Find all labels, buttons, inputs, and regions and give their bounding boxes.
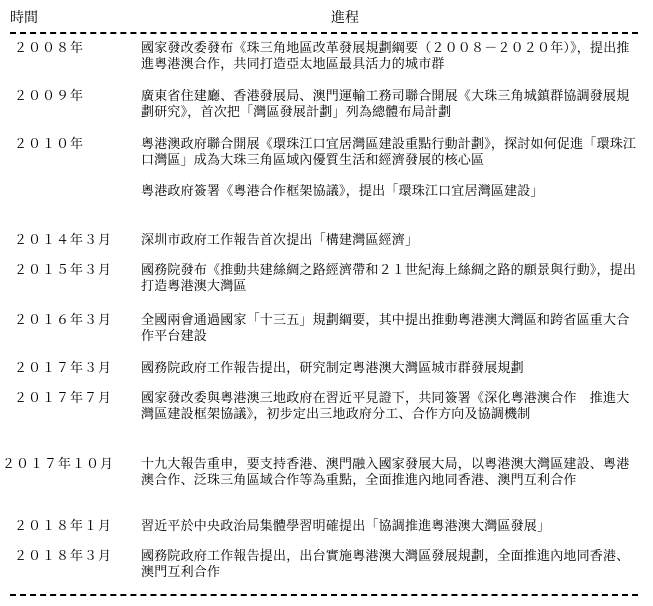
row-description-paragraph: 國家發改委發布《珠三角地區改革發展規劃綱要（２００８－２０２０年）》，提出推進粵港澳合作，共同打造亞太地區最具活力的城市群 xyxy=(141,41,630,72)
row-description xyxy=(141,263,637,295)
row-description-paragraph: 習近平於中央政治局集體學習明確提出「協調推進粵港澳大灣區發展」 xyxy=(141,519,551,534)
row-date: ２００８年 xyxy=(14,41,85,56)
row-description xyxy=(141,549,637,581)
row-description-paragraph: 粵港政府簽署《粵港合作框架協議》，提出「環珠江口宜居灣區建設」 xyxy=(141,184,544,199)
header-time: 時間 xyxy=(10,10,38,26)
header-progress: 進程 xyxy=(331,10,359,26)
top-divider xyxy=(10,32,638,34)
row-description-paragraph: 深圳市政府工作報告首次提出「構建灣區經濟」 xyxy=(141,233,419,248)
row-description-paragraph: 廣東省住建廳、香港發展局、澳門運輸工務司聯合開展《大珠三角城鎮群協調發展規劃研究》，首次把「灣區發展計劃」列為總體布局計劃 xyxy=(141,89,630,120)
row-description xyxy=(141,89,637,121)
row-description-paragraph: 國務院政府工作報告提出，出台實施粵港澳大灣區發展規劃，全面推進內地同香港、澳門互利合作 xyxy=(141,549,630,580)
row-description-paragraph: 國務院政府工作報告提出，研究制定粵港澳大灣區城市群發展規劃 xyxy=(141,361,524,376)
row-description xyxy=(141,457,637,489)
row-description xyxy=(141,361,637,377)
row-date: ２０１７年１０月 xyxy=(2,457,115,472)
row-description-paragraph: 國務院發布《推動共建絲綢之路經濟帶和２１世紀海上絲綢之路的願景與行動》，提出打造粵港澳大灣區 xyxy=(141,263,637,294)
row-description xyxy=(141,313,637,345)
row-date: ２００９年 xyxy=(14,89,85,104)
row-date: ２０１４年３月 xyxy=(14,233,113,248)
row-date: ２０１８年１月 xyxy=(14,519,113,534)
row-description xyxy=(141,137,637,200)
row-description-paragraph: 國家發改委與粵港澳三地政府在習近平見證下，共同簽署《深化粵港澳合作 推進大灣區建設框架協議》，初步定出三地政府分工、合作方向及協調機制 xyxy=(141,391,630,422)
row-date: ２０１７年７月 xyxy=(14,391,113,406)
row-description xyxy=(141,391,637,423)
row-description-paragraph: 粵港澳政府聯合開展《環珠江口宜居灣區建設重點行動計劃》，探討如何促進「環珠江口灣區」成為大珠三角區域內優質生活和經濟發展的核心區 xyxy=(141,137,637,168)
row-date: ２０１５年３月 xyxy=(14,263,113,278)
row-date: ２０１７年３月 xyxy=(14,361,113,376)
bottom-divider xyxy=(10,594,638,596)
row-date: ２０１８年３月 xyxy=(14,549,113,564)
row-description xyxy=(141,41,637,73)
row-date: ２０１０年 xyxy=(14,137,85,152)
row-description xyxy=(141,519,637,535)
row-description xyxy=(141,233,637,249)
row-description-paragraph: 十九大報告重申，要支持香港、澳門融入國家發展大局，以粵港澳大灣區建設、粵港澳合作、泛珠三角區域合作等為重點，全面推進內地同香港、澳門互利合作 xyxy=(141,457,630,488)
row-description-paragraph: 全國兩會通過國家「十三五」規劃綱要，其中提出推動粵港澳大灣區和跨省區重大合作平台建設 xyxy=(141,313,630,344)
row-date: ２０１６年３月 xyxy=(14,313,113,328)
